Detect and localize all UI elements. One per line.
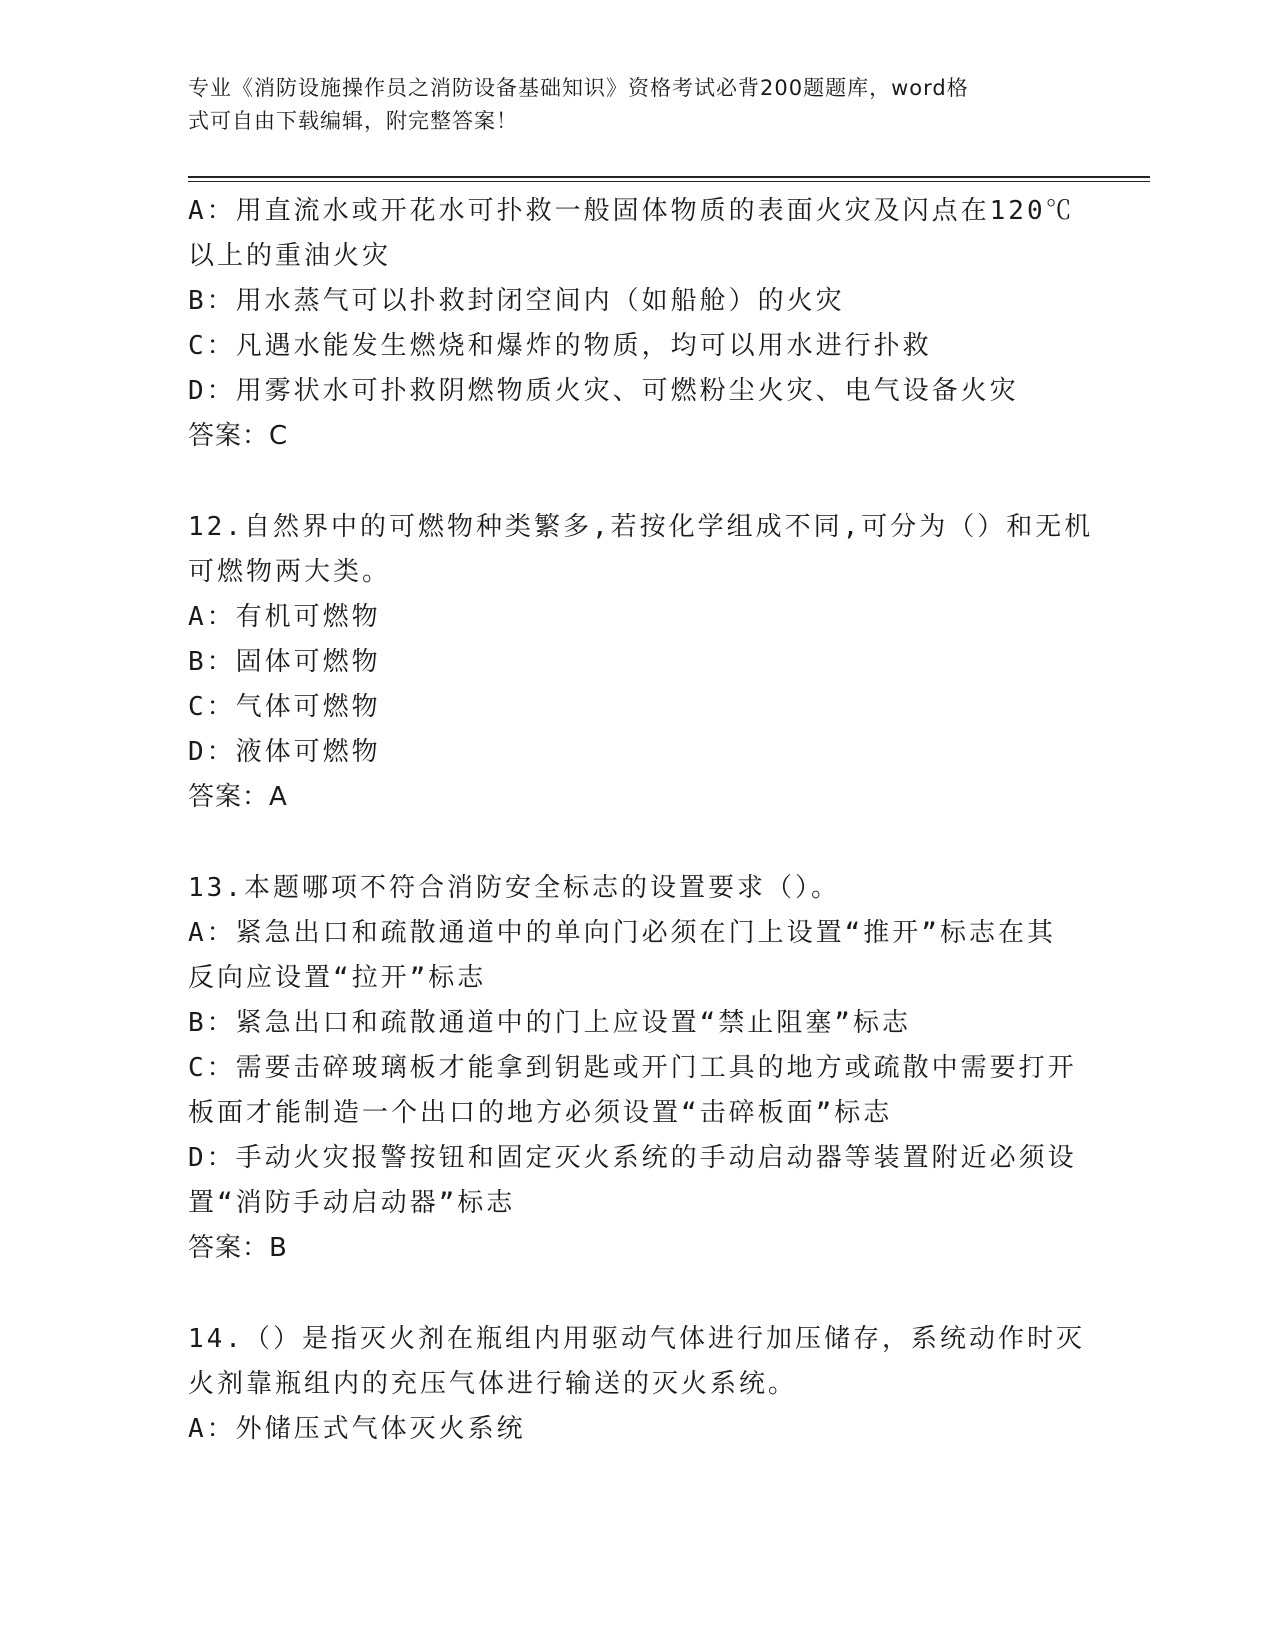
answer: 答案：C [188,421,289,451]
answer: 答案：A [188,782,288,812]
option-c-line-2: 板面才能制造一个出口的地方必须设置“击碎板面”标志 [188,1098,893,1128]
option-a: A：外储压式气体灭火系统 [188,1414,526,1444]
option-b: B：用水蒸气可以扑救封闭空间内（如船舱）的火灾 [188,286,845,316]
question-list [188,189,1094,1452]
option-a: A：有机可燃物 [188,602,381,632]
question-stem-line-1: 14.（）是指灭火剂在瓶组内用驱动气体进行加压储存，系统动作时灭 [188,1324,1085,1354]
option-b: B：紧急出口和疏散通道中的门上应设置“禁止阻塞”标志 [188,1008,911,1038]
option-c-line-1: C：需要击碎玻璃板才能拿到钥匙或开门工具的地方或疏散中需要打开 [188,1053,1077,1083]
option-d: D：用雾状水可扑救阴燃物质火灾、可燃粉尘火灾、电气设备火灾 [188,376,1019,406]
question-stem-line-2: 火剂靠瓶组内的充压气体进行输送的灭火系统。 [188,1369,798,1399]
answer: 答案：B [188,1233,288,1263]
option-c: C：凡遇水能发生燃烧和爆炸的物质，均可以用水进行扑救 [188,331,932,361]
option-b: B：固体可燃物 [188,647,381,677]
header-line-1: 专业《消防设施操作员之消防设备基础知识》资格考试必背200题题库，word格 [188,76,969,100]
question-stem: 13.本题哪项不符合消防安全标志的设置要求（）。 [188,873,840,903]
option-d: D：液体可燃物 [188,737,381,767]
question-stem-line-1: 12.自然界中的可燃物种类繁多,若按化学组成不同,可分为（）和无机 [188,512,1094,542]
question-12 [188,505,1094,820]
question-spacer [188,820,1088,866]
question-spacer [188,1271,1088,1317]
question-11 [188,189,1088,459]
option-a-line-2: 反向应设置“拉开”标志 [188,963,487,993]
header-divider-thin [188,181,1150,182]
header-divider-thick [188,176,1150,178]
option-d-line-1: D：手动火灾报警按钮和固定灭火系统的手动启动器等装置附近必须设 [188,1143,1077,1173]
header-line-2: 式可自由下载编辑，附完整答案！ [188,109,518,133]
question-stem-line-2: 可燃物两大类。 [188,557,392,587]
option-a-line-2: 以上的重油火灾 [188,241,392,271]
question-spacer [188,459,1088,505]
option-c: C：气体可燃物 [188,692,381,722]
question-13 [188,866,1088,1271]
document-header [188,72,1068,138]
question-14 [188,1317,1088,1452]
option-d-line-2: 置“消防手动启动器”标志 [188,1188,516,1218]
option-a-line-1: A：紧急出口和疏散通道中的单向门必须在门上设置“推开”标志在其 [188,918,1056,948]
option-a-line-1: A：用直流水或开花水可扑救一般固体物质的表面火灾及闪点在120℃ [188,196,1075,226]
